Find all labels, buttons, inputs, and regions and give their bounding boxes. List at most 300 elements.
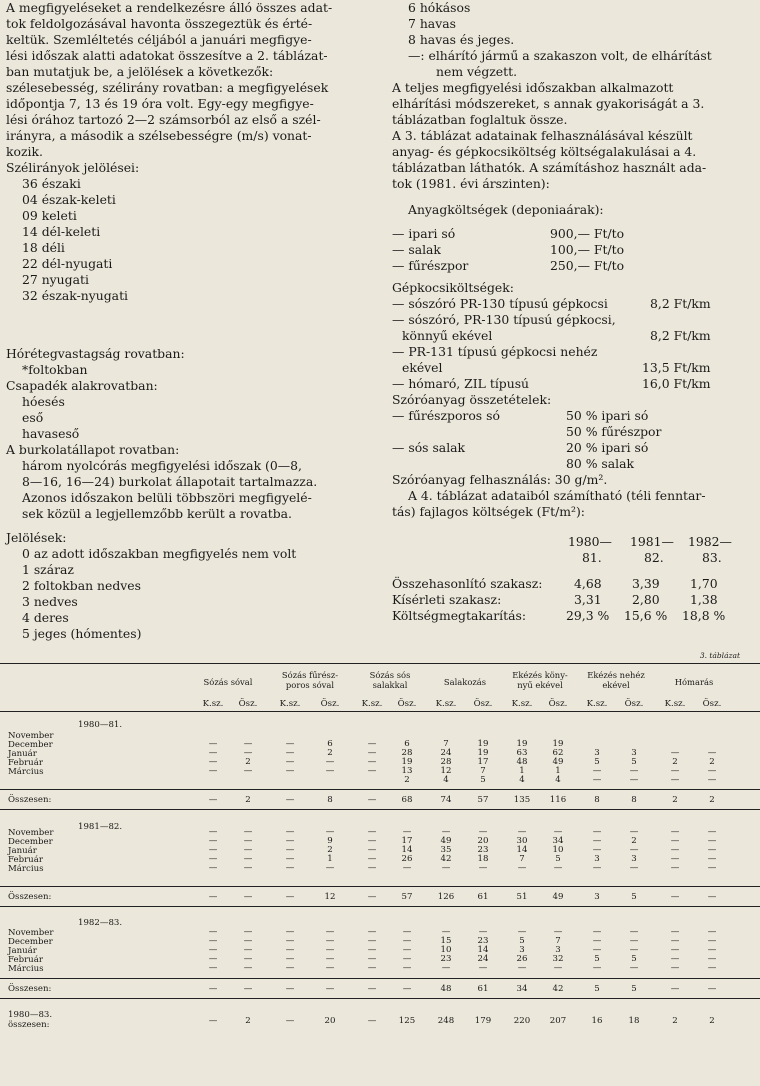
table-cell: — <box>285 766 295 776</box>
table-grand-cell: 2 <box>672 1016 678 1026</box>
cost-value: 1,38 <box>690 592 718 607</box>
table-total-cell: 34 <box>516 984 528 994</box>
list-item: havaseső <box>22 426 80 441</box>
table-cell: — <box>707 748 717 758</box>
table-total-cell: — <box>243 984 253 994</box>
table-total-cell: 3 <box>594 892 600 902</box>
table-cell: 20 <box>477 836 489 846</box>
table-total-cell: — <box>208 892 218 902</box>
table-cell: 5 <box>519 936 525 946</box>
table-total-cell: — <box>285 984 295 994</box>
table-cell: — <box>592 827 602 837</box>
list-item: 4 deres <box>22 610 69 625</box>
material-price: 100,— Ft/to <box>550 242 625 257</box>
table-cell: — <box>517 863 527 873</box>
table-cell: — <box>285 827 295 837</box>
table-total-cell: 51 <box>516 892 528 902</box>
table-cell: 24 <box>440 748 452 758</box>
table-cell: — <box>367 748 377 758</box>
table-cell: — <box>243 836 253 846</box>
table-cell: — <box>243 845 253 855</box>
table-cell: — <box>285 927 295 937</box>
table-cell: — <box>592 863 602 873</box>
table-cell: — <box>441 863 451 873</box>
table-group-header: Sózás sóval <box>203 677 253 687</box>
year-header: 83. <box>702 550 722 565</box>
list-item: 2 foltokban nedves <box>22 578 141 593</box>
table-cell: — <box>629 945 639 955</box>
table-cell: — <box>670 954 680 964</box>
table-cell: — <box>367 945 377 955</box>
table-cell: 26 <box>516 954 528 964</box>
table-cell: — <box>629 766 639 776</box>
table-cell: 15 <box>440 936 452 946</box>
table-cell: 5 <box>555 854 561 864</box>
table-grand-cell: — <box>367 1016 377 1026</box>
list-item: 0 az adott időszakban megfigyelés nem volt <box>22 546 297 561</box>
cost-value: 18,8 % <box>682 608 726 623</box>
text-line: sek közül a legjellemzőbb került a rovatba. <box>22 506 292 521</box>
table-month: November <box>8 828 54 838</box>
text-line: kozik. <box>6 144 43 159</box>
table-month: Február <box>8 855 43 865</box>
table-total-cell: — <box>367 984 377 994</box>
table-cell: — <box>285 748 295 758</box>
table-total-cell: 126 <box>437 892 455 902</box>
text-line: három nyolcórás megfigyelési időszak (0—8, <box>22 458 302 473</box>
table-cell: — <box>629 927 639 937</box>
table-total-cell: 8 <box>594 795 600 805</box>
table-cell: 18 <box>477 854 489 864</box>
table-section-rule <box>0 998 760 999</box>
text-line: ban mutatjuk be, a jelölések a következők: <box>6 64 274 79</box>
table-cell: — <box>592 845 602 855</box>
material-name: — salak <box>392 242 441 257</box>
table-cell: — <box>325 757 335 767</box>
spread-component: 50 % ipari só <box>566 408 649 423</box>
table-subheader: Ösz. <box>548 699 568 709</box>
table-cell: — <box>592 775 602 785</box>
table-cell: — <box>517 963 527 973</box>
table-cell: — <box>208 945 218 955</box>
table-cell: — <box>402 945 412 955</box>
list-item: 09 keleti <box>22 208 77 223</box>
table-cell: — <box>707 863 717 873</box>
list-item: 04 észak-keleti <box>22 192 116 207</box>
table-cell: — <box>670 836 680 846</box>
list-item: 18 déli <box>22 240 65 255</box>
list-item: 7 havas <box>408 16 456 31</box>
table-cell: 3 <box>555 945 561 955</box>
table-cell: 49 <box>552 757 564 767</box>
table-total-cell: — <box>670 984 680 994</box>
table-cell: 28 <box>440 757 452 767</box>
table-grand-cell: 18 <box>628 1016 640 1026</box>
spread-name: — fűrészporos só <box>392 408 500 423</box>
table-cell: 19 <box>401 757 413 767</box>
table-cell: 35 <box>440 845 452 855</box>
table-cell: — <box>478 927 488 937</box>
table-cell: 5 <box>594 757 600 767</box>
table-cell: — <box>285 963 295 973</box>
table-subheader: K.sz. <box>435 699 457 709</box>
table-cell: — <box>670 854 680 864</box>
table-cell: — <box>592 963 602 973</box>
table-cell: 4 <box>555 775 561 785</box>
table-total-cell: 42 <box>552 984 564 994</box>
text-line: tok feldolgozásával havonta összegeztük és érté- <box>6 16 313 31</box>
table-total-cell: — <box>707 892 717 902</box>
table-cell: — <box>325 936 335 946</box>
table-cell: — <box>441 827 451 837</box>
table-header-rule <box>0 711 760 712</box>
list-item: 5 jeges (hómentes) <box>22 626 142 641</box>
table-cell: — <box>208 863 218 873</box>
table-total-rule <box>0 789 760 790</box>
table-subheader: K.sz. <box>279 699 301 709</box>
table-total-cell: — <box>208 795 218 805</box>
table-total-cell: 57 <box>477 795 489 805</box>
table-cell: — <box>325 927 335 937</box>
table-cell: 19 <box>552 739 564 749</box>
table-cell: — <box>707 845 717 855</box>
table-month: Március <box>8 864 44 874</box>
table-cell: — <box>285 757 295 767</box>
table-cell: — <box>707 854 717 864</box>
text-line: A 4. táblázat adataiból számítható (téli fenntar- <box>408 488 706 503</box>
table-cell: — <box>670 748 680 758</box>
text-line: tok (1981. évi árszinten): <box>392 176 550 191</box>
table-cell: — <box>367 954 377 964</box>
text-line: A teljes megfigyelési időszakban alkalmazott <box>392 80 674 95</box>
vehicle-name: — sószóró PR-130 típusú gépkocsi <box>392 296 608 311</box>
table-total-cell: — <box>707 984 717 994</box>
table-total-cell: 5 <box>594 984 600 994</box>
material-price: 250,— Ft/to <box>550 258 625 273</box>
list-item: 6 hókásos <box>408 0 471 15</box>
table-cell: — <box>707 936 717 946</box>
table-cell: — <box>325 963 335 973</box>
list-item: 27 nyugati <box>22 272 89 287</box>
table-month: Február <box>8 758 43 768</box>
table-month: November <box>8 928 54 938</box>
table-cell: — <box>592 936 602 946</box>
year-header: 82. <box>644 550 664 565</box>
cost-label: Kísérleti szakasz: <box>392 592 502 607</box>
vehicle-price: 13,5 Ft/km <box>642 360 711 375</box>
table-cell: 26 <box>401 854 413 864</box>
spread-component: 80 % salak <box>566 456 635 471</box>
table-cell: — <box>285 945 295 955</box>
table-grand-cell: 20 <box>324 1016 336 1026</box>
list-item: 1 száraz <box>22 562 74 577</box>
table-cell: — <box>553 863 563 873</box>
text-line: szélesebesség, szélirány rovatban: a megfigyelések <box>6 80 329 95</box>
table-cell: — <box>478 963 488 973</box>
table-grand-label: összesen: <box>8 1020 50 1030</box>
table-cell: — <box>367 854 377 864</box>
table-total-rule <box>0 886 760 887</box>
table-month: December <box>8 837 53 847</box>
table-cell: — <box>402 963 412 973</box>
table-grand-cell: 207 <box>549 1016 567 1026</box>
table-total-cell: — <box>243 892 253 902</box>
table-cell: 23 <box>440 954 452 964</box>
table-cell: — <box>208 963 218 973</box>
table-total-cell: 135 <box>513 795 531 805</box>
table-cell: — <box>402 863 412 873</box>
table-cell: 5 <box>631 757 637 767</box>
table-total-cell: 5 <box>631 892 637 902</box>
vehicle-name-cont: könnyű ekével <box>402 328 493 343</box>
table-month: Március <box>8 767 44 777</box>
text-line: elhárítási módszereket, s annak gyakoriságát a 3. <box>392 96 705 111</box>
table-subheader: Ösz. <box>238 699 258 709</box>
list-item: eső <box>22 410 44 425</box>
table-cell: 34 <box>552 836 564 846</box>
table-cell: 19 <box>477 748 489 758</box>
table-section-rule <box>0 906 760 907</box>
table-cell: — <box>285 836 295 846</box>
table-cell: 3 <box>519 945 525 955</box>
table-cell: — <box>243 945 253 955</box>
vehicle-price: 8,2 Ft/km <box>650 328 711 343</box>
usage-text: Szóróanyag felhasználás: 30 g/m². <box>392 472 608 487</box>
table-total-cell: 61 <box>477 892 489 902</box>
table-cell: 19 <box>516 739 528 749</box>
table-month: December <box>8 740 53 750</box>
table-grand-cell: 2 <box>709 1016 715 1026</box>
table-subheader: K.sz. <box>586 699 608 709</box>
table-cell: 23 <box>477 845 489 855</box>
table-total-label: Összesen: <box>8 984 52 994</box>
table-grand-label: 1980—83. <box>8 1010 53 1020</box>
table-cell: — <box>208 739 218 749</box>
table-grand-cell: 179 <box>474 1016 492 1026</box>
table-cell: — <box>208 757 218 767</box>
table-cell: — <box>243 863 253 873</box>
table-cell: — <box>208 827 218 837</box>
table-total-cell: — <box>285 795 295 805</box>
table-month: December <box>8 937 53 947</box>
table-group-header: Ekézés nehéz ekével <box>587 670 645 690</box>
cost-value: 2,80 <box>632 592 660 607</box>
table-cell: — <box>629 827 639 837</box>
table-cell: — <box>243 927 253 937</box>
table-subheader: Ösz. <box>397 699 417 709</box>
table-cell: — <box>367 963 377 973</box>
table-total-cell: 8 <box>631 795 637 805</box>
table-cell: — <box>325 766 335 776</box>
cost-value: 29,3 % <box>566 608 610 623</box>
text-line: keltük. Szemléltetés céljából a januári megfigye- <box>6 32 312 47</box>
table-cell: 24 <box>477 954 489 964</box>
table-cell: — <box>517 927 527 937</box>
table-total-cell: 48 <box>440 984 452 994</box>
table-cell: — <box>670 945 680 955</box>
table-cell: — <box>402 927 412 937</box>
table-total-cell: — <box>367 795 377 805</box>
table-cell: 17 <box>401 836 413 846</box>
table-cell: 6 <box>327 739 333 749</box>
table-cell: — <box>208 927 218 937</box>
table-cell: 4 <box>443 775 449 785</box>
table-cell: — <box>367 927 377 937</box>
table-cell: — <box>208 836 218 846</box>
table-period: 1982—83. <box>78 918 123 928</box>
table-total-cell: 12 <box>324 892 336 902</box>
table-section-rule <box>0 809 760 810</box>
table-period: 1980—81. <box>78 720 123 730</box>
table-cell: — <box>629 775 639 785</box>
table-cell: — <box>402 954 412 964</box>
text-line: táblázatban foglaltuk össze. <box>392 112 568 127</box>
table-cell: 48 <box>516 757 528 767</box>
table-cell: — <box>707 954 717 964</box>
table-cell: — <box>441 963 451 973</box>
table-cell: — <box>670 863 680 873</box>
table-cell: — <box>592 766 602 776</box>
table-group-header: Ekézés köny- nyű ekével <box>512 670 568 690</box>
table-cell: — <box>592 945 602 955</box>
table-cell: 42 <box>440 854 452 864</box>
text-line: lési órához tartozó 2—2 számsorból az első a szél- <box>6 112 321 127</box>
table-cell: — <box>670 845 680 855</box>
table-cell: — <box>367 836 377 846</box>
list-item: *foltokban <box>22 362 88 377</box>
list-item: 32 észak-nyugati <box>22 288 129 303</box>
table-subheader: Ösz. <box>702 699 722 709</box>
table-cell: — <box>243 748 253 758</box>
pavement-label: A burkolatállapot rovatban: <box>6 442 180 457</box>
table-cell: 4 <box>519 775 525 785</box>
table-cell: — <box>325 945 335 955</box>
codes-label: Jelölések: <box>6 530 67 545</box>
material-price: 900,— Ft/to <box>550 226 625 241</box>
table-cell: — <box>208 845 218 855</box>
list-item: hóesés <box>22 394 65 409</box>
table-group-header: Sózás fűrész- poros sóval <box>281 670 339 690</box>
year-header: 1980— <box>568 534 612 549</box>
table-cell: — <box>629 936 639 946</box>
table-grand-cell: 16 <box>591 1016 603 1026</box>
table-total-cell: 2 <box>672 795 678 805</box>
text-line: lési időszak alatti adatokat összesítve a 2. táblázat- <box>6 48 328 63</box>
table-total-cell: — <box>208 984 218 994</box>
table-subheader: Ösz. <box>473 699 493 709</box>
table-cell: — <box>367 739 377 749</box>
table-cell: 63 <box>516 748 528 758</box>
table-cell: — <box>243 766 253 776</box>
list-item: 8 havas és jeges. <box>408 32 515 47</box>
year-header: 1982— <box>688 534 732 549</box>
table-cell: 2 <box>245 757 251 767</box>
table-cell: — <box>243 954 253 964</box>
table-cell: 17 <box>477 757 489 767</box>
table-total-cell: 68 <box>401 795 413 805</box>
table-cell: — <box>367 863 377 873</box>
table-total-cell: — <box>325 984 335 994</box>
table-cell: 10 <box>552 845 564 855</box>
table-cell: — <box>670 827 680 837</box>
year-header: 1981— <box>630 534 674 549</box>
table-cell: 14 <box>401 845 413 855</box>
spread-component: 20 % ipari só <box>566 440 649 455</box>
table-total-cell: 2 <box>245 795 251 805</box>
cost-label: Költségmegtakarítás: <box>392 608 527 623</box>
table-cell: — <box>285 854 295 864</box>
table-grand-cell: 125 <box>398 1016 416 1026</box>
table-cell: — <box>707 827 717 837</box>
table-cell: — <box>478 863 488 873</box>
table-cell: — <box>670 936 680 946</box>
text-line: irányra, a második a szélsebességre (m/s) vonat- <box>6 128 312 143</box>
table-cell: 1 <box>327 854 333 864</box>
vehicle-name-cont: ekével <box>402 360 443 375</box>
text-line: időpontja 7, 13 és 19 óra volt. Egy-egy megfigye- <box>6 96 314 111</box>
table-grand-cell: — <box>285 1016 295 1026</box>
table-cell: — <box>208 854 218 864</box>
table-grand-cell: 2 <box>245 1016 251 1026</box>
vehicle-price: 16,0 Ft/km <box>642 376 711 391</box>
table-cell: — <box>629 863 639 873</box>
table-cell: — <box>285 739 295 749</box>
cost-value: 1,70 <box>690 576 718 591</box>
cost-value: 3,39 <box>632 576 660 591</box>
table-cell: — <box>592 836 602 846</box>
material-name: — fűrészpor <box>392 258 469 273</box>
text-line: A megfigyeléseket a rendelkezésre álló összes adat- <box>6 0 333 15</box>
table-cell: 3 <box>594 854 600 864</box>
table-total-cell: — <box>367 892 377 902</box>
table-cell: — <box>553 927 563 937</box>
table-total-cell: 57 <box>401 892 413 902</box>
list-item: 14 dél-keleti <box>22 224 101 239</box>
precip-label: Csapadék alakrovatban: <box>6 378 158 393</box>
cost-value: 4,68 <box>574 576 602 591</box>
table-cell: 5 <box>594 954 600 964</box>
table-total-cell: 8 <box>327 795 333 805</box>
material-name: — ipari só <box>392 226 456 241</box>
table-cell: — <box>592 927 602 937</box>
table-cell: — <box>553 963 563 973</box>
table-cell: — <box>325 954 335 964</box>
table-grand-cell: — <box>208 1016 218 1026</box>
spread-name: — sós salak <box>392 440 466 455</box>
table-cell: — <box>285 845 295 855</box>
year-header: 81. <box>582 550 602 565</box>
text-line: tás) fajlagos költségek (Ft/m²): <box>392 504 585 519</box>
table-cell: 1 <box>519 766 525 776</box>
table-cell: — <box>243 827 253 837</box>
table-total-cell: — <box>285 892 295 902</box>
table-total-cell: 2 <box>709 795 715 805</box>
dash-note: nem végzett. <box>436 64 518 79</box>
table-month: Január <box>8 946 37 956</box>
table-cell: — <box>707 766 717 776</box>
vehicle-price: 8,2 Ft/km <box>650 296 711 311</box>
table-subheader: K.sz. <box>664 699 686 709</box>
table-cell: — <box>707 775 717 785</box>
table-cell: — <box>367 936 377 946</box>
table-cell: 7 <box>519 854 525 864</box>
cost-value: 15,6 % <box>624 608 668 623</box>
table-cell: — <box>208 748 218 758</box>
table-total-cell: — <box>670 892 680 902</box>
list-item: 3 nedves <box>22 594 78 609</box>
table-cell: 10 <box>440 945 452 955</box>
table-cell: 23 <box>477 936 489 946</box>
